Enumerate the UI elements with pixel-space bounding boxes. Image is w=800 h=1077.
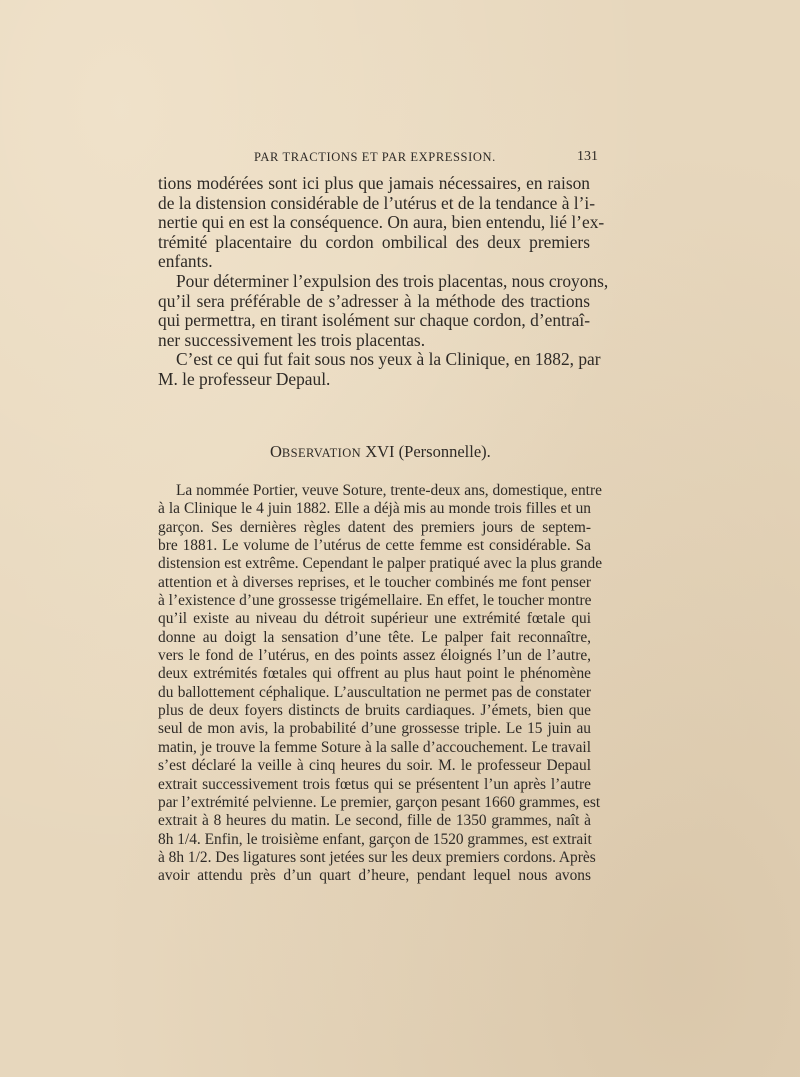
text-line: de la distension considérable de l’utérus et de la tendance à l’i- <box>158 192 596 213</box>
text-line: avoir attendu près d’un quart d’heure, pendant lequel nous avons <box>158 867 591 885</box>
body-text-top <box>158 173 609 390</box>
text-line: nertie qui en est la conséquence. On aura, bien entendu, lié l’ex- <box>158 212 605 233</box>
paragraph <box>158 349 601 389</box>
text-line: bre 1881. Le volume de l’utérus de cette femme est considérable. Sa <box>158 537 591 555</box>
text-line: à l’existence d’une grossesse trigémellaire. En effet, le toucher montre <box>158 592 592 610</box>
text-line: matin, je trouve la femme Soture à la salle d’accouchement. Le travail <box>158 738 591 756</box>
text-line: trémité placentaire du cordon ombilical des deux premiers <box>158 231 590 252</box>
text-line: du ballottement céphalique. L’auscultation ne permet pas de constater <box>158 683 591 701</box>
text-line: qui permettra, en tirant isolément sur chaque cordon, d’entraî- <box>158 310 590 331</box>
text-line: extrait à 8 heures du matin. Le second, fille de 1350 grammes, naît à <box>158 812 591 830</box>
text-line: distension est extrême. Cependant le palper pratiqué avec la plus grande <box>158 555 603 573</box>
text-line: ner successivement les trois placentas. <box>158 329 426 350</box>
text-line: vers le fond de l’utérus, en des points assez éloignés l’un de l’autre, <box>158 647 591 665</box>
text-line: 8h 1/4. Enfin, le troisième enfant, garçon de 1520 grammes, est extrait <box>158 830 592 848</box>
page-number: 131 <box>577 149 598 164</box>
text-line: La nommée Portier, veuve Soture, trente-deux ans, domestique, entre <box>176 482 602 499</box>
text-line: à la Clinique le 4 juin 1882. Elle a déjà mis au monde trois filles et un <box>158 500 591 518</box>
text-line: attention et à diverses reprises, et le toucher combinés me font penser <box>158 573 591 591</box>
text-line: Pour déterminer l’expulsion des trois placentas, nous croyons, <box>176 270 609 291</box>
text-line: qu’il sera préférable de s’adresser à la méthode des tractions <box>158 290 590 311</box>
heading-initial: O <box>270 442 282 461</box>
text-line: à 8h 1/2. Des ligatures sont jetées sur les deux premiers cordons. Après <box>158 848 596 866</box>
observation-text <box>158 482 603 886</box>
text-line: donne au doigt la sensation d’une tête. Le palper fait reconnaître, <box>158 628 591 646</box>
heading-rest: XVI (Personnelle). <box>361 442 491 461</box>
text-line: C’est ce qui fut fait sous nos yeux à la Clinique, en 1882, par <box>176 349 601 370</box>
text-line: par l’extrémité pelvienne. Le premier, garçon pesant 1660 grammes, est <box>158 793 601 811</box>
text-line: qu’il existe au niveau du détroit supérieur une extrémité fœtale qui <box>158 610 591 628</box>
running-head <box>158 150 598 170</box>
text-line: plus de deux foyers distincts de bruits cardiaques. J’émets, bien que <box>158 702 591 720</box>
text-line: garçon. Ses dernières règles datent des premiers jours de septem- <box>158 518 591 536</box>
paragraph <box>158 270 609 350</box>
running-title: PAR TRACTIONS ET PAR EXPRESSION. <box>254 150 496 164</box>
text-line: enfants. <box>158 251 213 272</box>
heading-smallcaps: BSERVATION <box>281 446 362 460</box>
text-line: seul de mon avis, la probabilité d’une grossesse triple. Le 15 juin au <box>158 720 591 738</box>
text-line: s’est déclaré la veille à cinq heures du soir. M. le professeur Depaul <box>158 757 591 775</box>
text-line: tions modérées sont ici plus que jamais nécessaires, en raison <box>158 173 590 193</box>
text-line: M. le professeur Depaul. <box>158 368 331 389</box>
text-line: extrait successivement trois fœtus qui se présentent l’un après l’autre <box>158 775 591 793</box>
paragraph <box>158 173 605 272</box>
text-line: deux extrémités fœtales qui offrent au plus haut point le phénomène <box>158 665 591 683</box>
observation-heading <box>270 442 530 462</box>
